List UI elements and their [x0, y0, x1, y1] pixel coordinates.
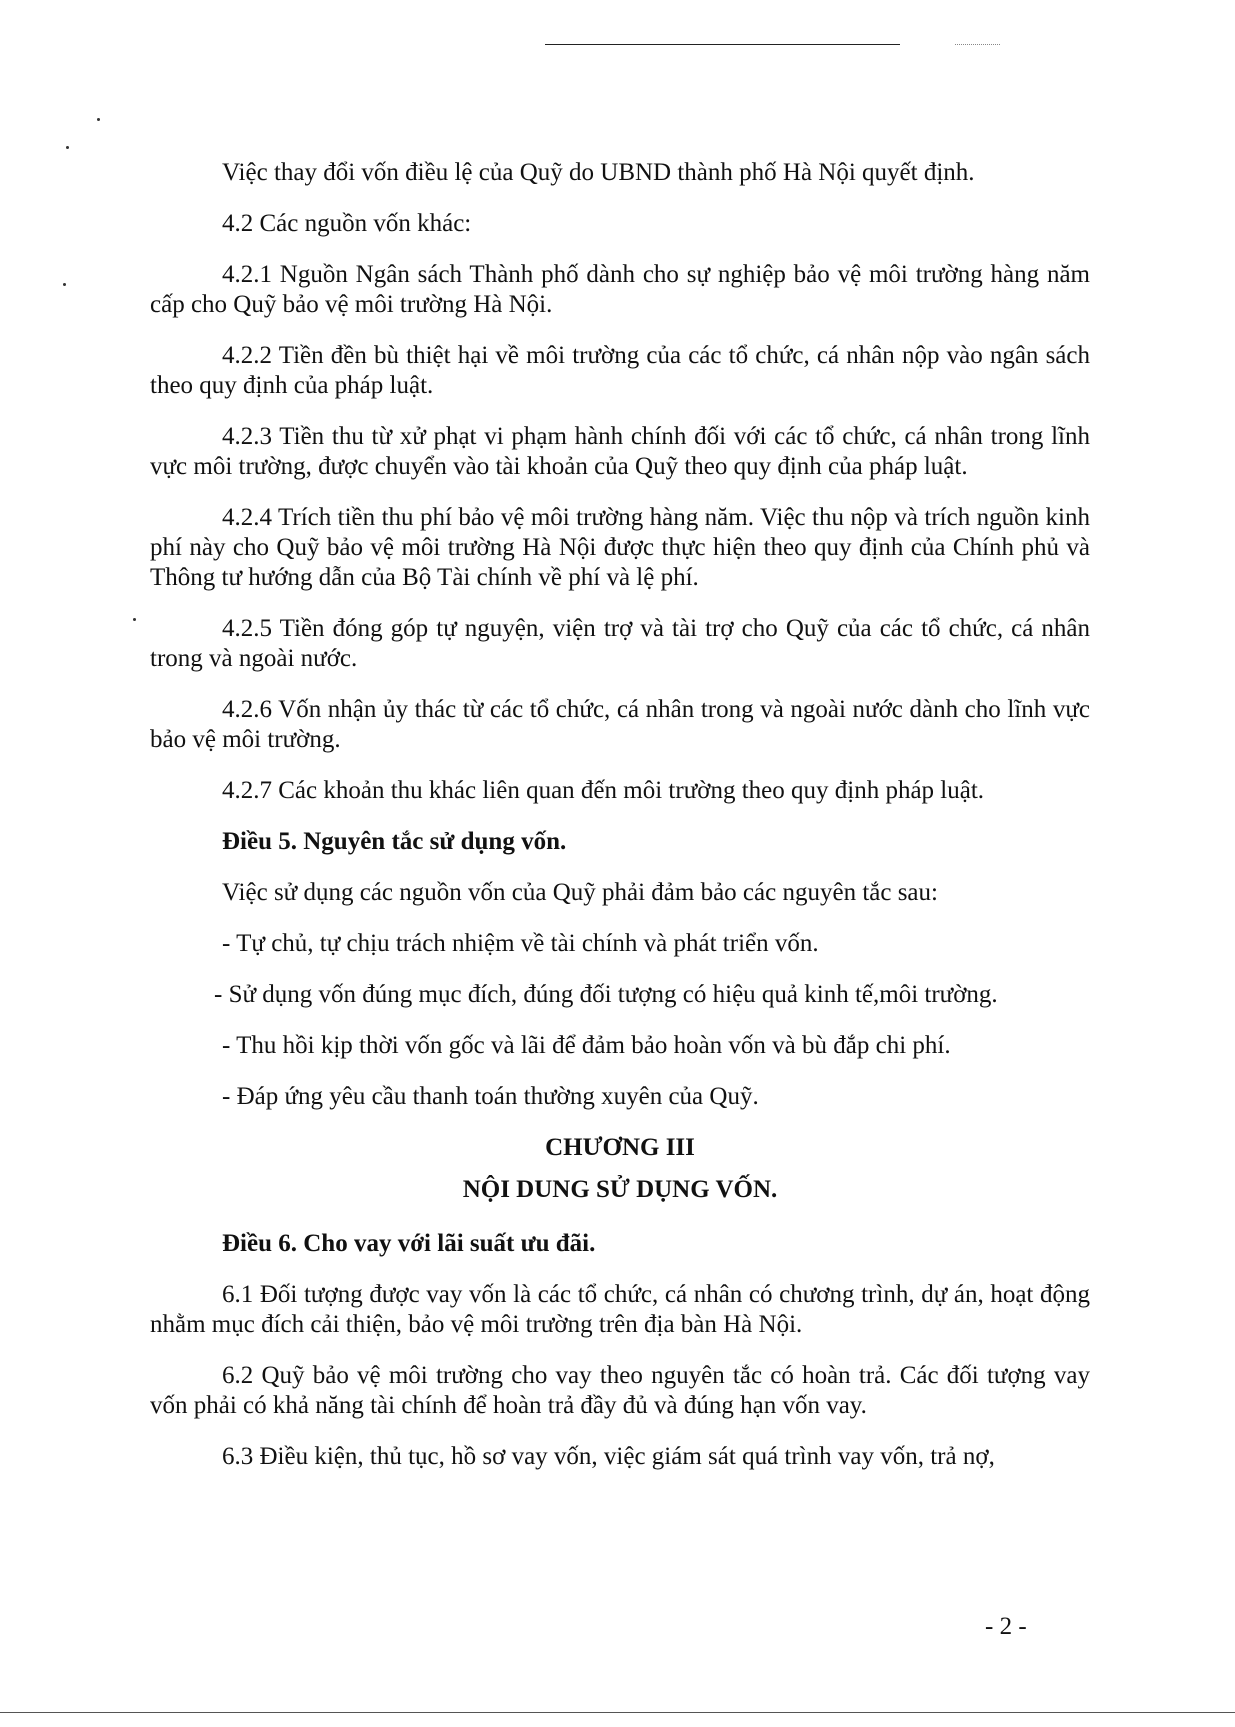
bullet-autonomy: - Tự chủ, tự chịu trách nhiệm về tài chính và phát triển vốn.: [222, 930, 819, 957]
top-rule-dots: [955, 44, 1000, 45]
paragraph-4-2-3: 4.2.3 Tiền thu từ xử phạt vi phạm hành chính đối với các tổ chức, cá nhân trong lĩnh vực môi trường, được chuyển vào tài khoản của Quỹ theo quy định của pháp luật.: [150, 423, 1090, 480]
scan-speck: [63, 283, 66, 286]
scan-speck: [66, 146, 69, 149]
paragraph-6-1: 6.1 Đối tượng được vay vốn là các tổ chức, cá nhân có chương trình, dự án, hoạt động nhằm mục đích cải thiện, bảo vệ môi trường trên địa bàn Hà Nội.: [150, 1281, 1090, 1338]
scan-speck: [97, 118, 100, 121]
scan-speck: [133, 618, 136, 621]
chapter-subtitle: NỘI DUNG SỬ DỤNG VỐN.: [462, 1176, 778, 1203]
bottom-rule: [0, 1712, 1235, 1713]
chapter-title: CHƯƠNG III: [545, 1134, 695, 1161]
paragraph-4-2-4: 4.2.4 Trích tiền thu phí bảo vệ môi trường hàng năm. Việc thu nộp và trích nguồn kinh phí này cho Quỹ bảo vệ môi trường Hà Nội được thực hiện theo quy định của Chính phủ và Thông tư hướng dẫn của Bộ Tài chính về phí và lệ phí.: [150, 504, 1090, 591]
paragraph-4-2-7: 4.2.7 Các khoản thu khác liên quan đến môi trường theo quy định pháp luật.: [222, 777, 985, 804]
section-4-2-heading: 4.2 Các nguồn vốn khác:: [222, 210, 472, 237]
paragraph-principles-intro: Việc sử dụng các nguồn vốn của Quỹ phải đảm bảo các nguyên tắc sau:: [222, 879, 938, 906]
article-5-heading: Điều 5. Nguyên tắc sử dụng vốn.: [222, 828, 567, 855]
document-body: [150, 158, 1090, 1493]
page-number: - 2 -: [985, 1613, 1027, 1640]
article-6-heading: Điều 6. Cho vay với lãi suất ưu đãi.: [222, 1230, 596, 1257]
bullet-proper-use: - Sử dụng vốn đúng mục đích, đúng đối tượng có hiệu quả kinh tế,môi trường.: [214, 981, 998, 1008]
paragraph-charter-capital: Việc thay đổi vốn điều lệ của Quỹ do UBND thành phố Hà Nội quyết định.: [222, 159, 975, 186]
bullet-payment: - Đáp ứng yêu cầu thanh toán thường xuyên của Quỹ.: [222, 1083, 759, 1110]
bullet-recovery: - Thu hồi kịp thời vốn gốc và lãi để đảm bảo hoàn vốn và bù đắp chi phí.: [222, 1032, 951, 1059]
paragraph-6-3: 6.3 Điều kiện, thủ tục, hồ sơ vay vốn, việc giám sát quá trình vay vốn, trả nợ,: [222, 1443, 995, 1470]
paragraph-4-2-2: 4.2.2 Tiền đền bù thiệt hại về môi trường của các tổ chức, cá nhân nộp vào ngân sách theo quy định của pháp luật.: [150, 342, 1090, 399]
top-rule: [545, 44, 900, 45]
paragraph-4-2-1: 4.2.1 Nguồn Ngân sách Thành phố dành cho sự nghiệp bảo vệ môi trường hàng năm cấp cho Quỹ bảo vệ môi trường Hà Nội.: [150, 261, 1090, 318]
paragraph-6-2: 6.2 Quỹ bảo vệ môi trường cho vay theo nguyên tắc có hoàn trả. Các đối tượng vay vốn phải có khả năng tài chính để hoàn trả đầy đủ và đúng hạn vốn vay.: [150, 1362, 1090, 1419]
paragraph-4-2-6: 4.2.6 Vốn nhận ủy thác từ các tổ chức, cá nhân trong và ngoài nước dành cho lĩnh vực bảo vệ môi trường.: [150, 696, 1090, 753]
paragraph-4-2-5: 4.2.5 Tiền đóng góp tự nguyện, viện trợ và tài trợ cho Quỹ của các tổ chức, cá nhân trong và ngoài nước.: [150, 615, 1090, 672]
